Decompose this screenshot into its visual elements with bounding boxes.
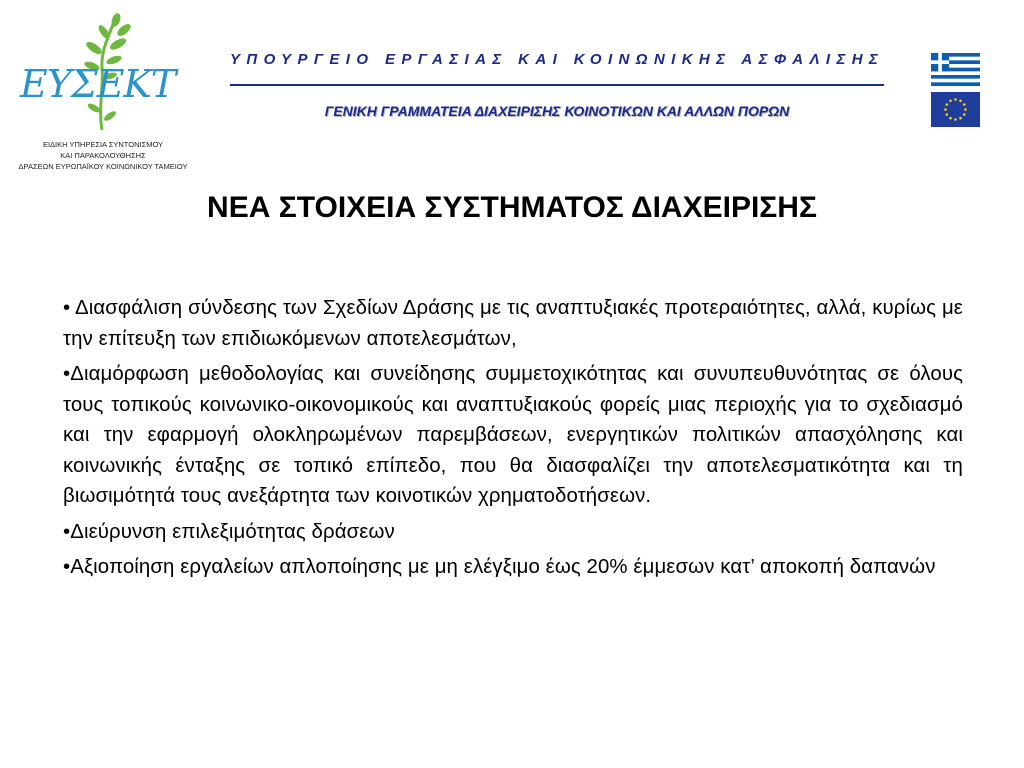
header-divider xyxy=(230,84,884,86)
logo-caption-line: ΕΙΔΙΚΗ ΥΠΗΡΕΣΙΑ ΣΥΝΤΟΝΙΣΜΟΥ xyxy=(42,140,164,149)
bullet-item: •Διαμόρφωση μεθοδολογίας και συνείδησης συμμετοχικότητας και συνυπευθυνότητας σε όλους τους τοπικούς κοινωνικο-οικονομικούς και αναπτυξιακούς φορείς μιας περιοχής για το σχεδιασμό και την εφαρμογή ολοκληρωμένων παρεμβάσεων, ενεργητικών πολιτικών απασχόλησης και κοινωνικής ένταξης σε τοπικό επίπεδο, που θα διασφαλίζει την αποτελεσματικότητα και τη βιωσιμότητά τους ανεξάρτητα των κοινοτικών χρηματοδοτήσεων. xyxy=(63,363,963,507)
logo-brand-text: ΕΥΣΕΚΤ xyxy=(20,62,176,106)
greek-flag-icon xyxy=(931,53,980,86)
bullet-item: • Διασφάλιση σύνδεσης των Σχεδίων Δράσης με τις αναπτυξιακές προτεραιότητες, αλλά, κυρίως με την επίτευξη των επιδιωκόμενων αποτελεσμάτων, xyxy=(63,297,963,350)
logo-caption xyxy=(18,139,188,172)
secretariat-heading: ΓΕΝΙΚΗ ΓΡΑΜΜΑΤΕΙΑ ΔΙΑΧΕΙΡΙΣΗΣ ΚΟΙΝΟΤΙΚΩΝ ΚΑΙ ΑΛΛΩΝ ΠΟΡΩΝ xyxy=(324,103,790,119)
bullet-item: •Διεύρυνση επιλεξιμότητας δράσεων xyxy=(63,520,395,543)
ministry-heading: ΥΠΟΥΡΓΕΙΟ ΕΡΓΑΣΙΑΣ ΚΑΙ ΚΟΙΝΩΝΙΚΗΣ ΑΣΦΑΛΙΣΗΣ xyxy=(230,51,885,68)
bullet-list xyxy=(63,293,963,588)
logo xyxy=(18,12,188,182)
eu-flag-icon xyxy=(931,92,980,127)
logo-caption-line: ΚΑΙ ΠΑΡΑΚΟΛΟΥΘΗΣΗΣ xyxy=(60,151,146,160)
bullet-item: •Αξιοποίηση εργαλείων απλοποίησης με μη ελέγξιμο έως 20% έμμεσων κατ’ αποκοπή δαπανών xyxy=(63,556,936,578)
slide-title: ΝΕΑ ΣΤΟΙΧΕΙΑ ΣΥΣΤΗΜΑΤΟΣ ΔΙΑΧΕΙΡΙΣΗΣ xyxy=(207,191,817,224)
logo-caption-line: ΔΡΑΣΕΩΝ ΕΥΡΩΠΑΪΚΟΥ ΚΟΙΝΩΝΙΚΟΥ ΤΑΜΕΙΟΥ xyxy=(18,162,188,171)
